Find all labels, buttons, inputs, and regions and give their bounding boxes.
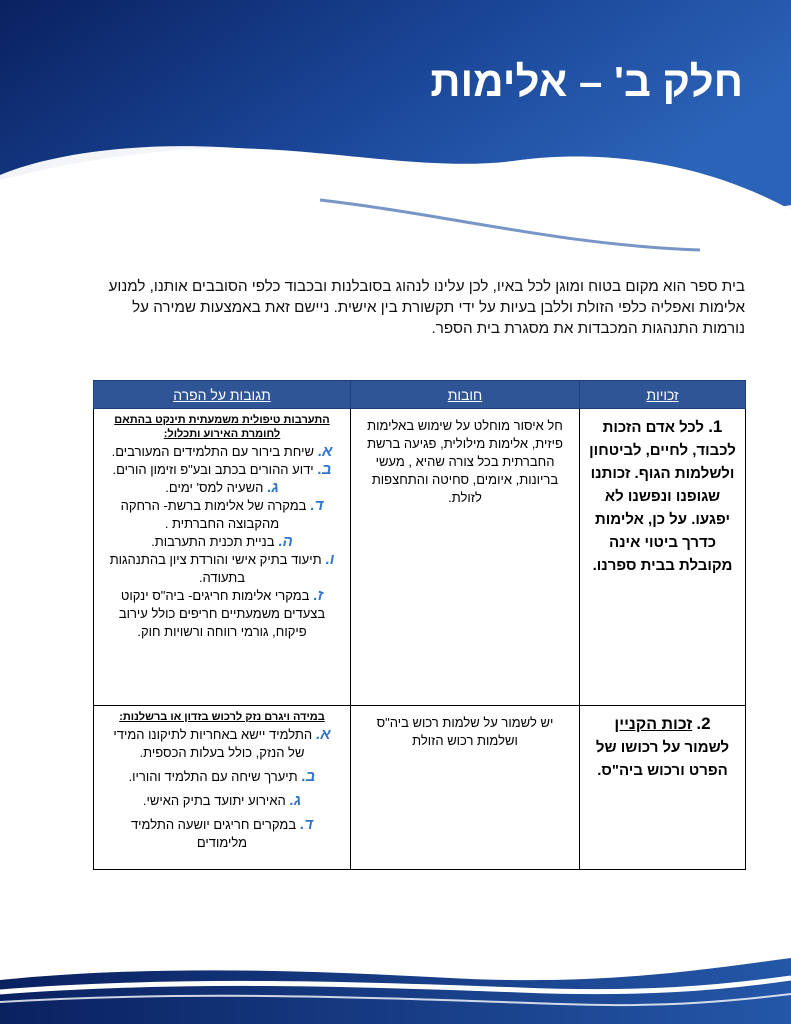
header-responses: תגובות על הפרה bbox=[94, 381, 351, 409]
table-row bbox=[94, 706, 746, 870]
list-item bbox=[108, 551, 336, 587]
header-rights: זכויות bbox=[580, 381, 746, 409]
list-item bbox=[108, 497, 336, 533]
response-heading: התערבות טיפולית משמעתית תינקט בהתאם לחומרת האירוע ותכלול: bbox=[114, 414, 330, 440]
intro-paragraph: בית ספר הוא מקום בטוח ומוגן לכל באיו, לכן עלינו לנהוג בסובלנות ובכבוד כלפי הסובבים אותנו, למנוע אלימות ואפליה כלפי הזולת וללבן בעיות על ידי תקשורת בין אישית. ניישם זאת באמצעות שמירה על נורמות התנהגות המכבדות את מסגרת בית הספר. bbox=[108, 278, 745, 337]
list-item bbox=[108, 587, 336, 641]
list-marker: ז. bbox=[313, 587, 324, 604]
list-item bbox=[108, 461, 336, 479]
header-banner bbox=[0, 0, 791, 260]
list-marker: ו. bbox=[325, 551, 335, 568]
list-item-text: תיערך שיחה עם התלמיד והוריו. bbox=[128, 769, 298, 784]
list-item bbox=[108, 816, 336, 852]
list-item-text: שיחת בירור עם התלמידים המעורבים. bbox=[111, 444, 314, 459]
list-marker: ד. bbox=[300, 816, 314, 833]
list-item-text: בניית תכנית התערבות. bbox=[151, 534, 275, 549]
duty-cell: יש לשמור על שלמות רכוש ביה"ס ושלמות רכוש הזולת bbox=[351, 706, 580, 870]
list-marker: ב. bbox=[317, 461, 332, 478]
list-item-text: במקרים חריגים יושעה התלמיד מלימודים bbox=[130, 817, 297, 850]
right-name: זכות הקניין bbox=[614, 716, 693, 733]
response-cell bbox=[94, 409, 351, 706]
list-item-text: ידוע ההורים בכתב ובע"פ וזימון הורים. bbox=[112, 462, 314, 477]
list-item-text: האירוע יתועד בתיק האישי. bbox=[142, 793, 286, 808]
list-item-text: תיעוד בתיק אישי והורדת ציון בהתנהגות בתעודה. bbox=[109, 552, 322, 585]
list-item-text: במקרי אלימות חריגים- ביה"ס ינקוט בצעדים משמעתיים חריפים כולל עירוב פיקוח, גורמי רווחה ורשויות חוק. bbox=[118, 588, 326, 639]
right-cell bbox=[580, 706, 746, 870]
list-item bbox=[108, 768, 336, 786]
list-marker: ד. bbox=[310, 497, 324, 514]
footer-wave bbox=[0, 940, 791, 1024]
response-cell bbox=[94, 706, 351, 870]
list-marker: ג. bbox=[289, 792, 302, 809]
rights-table bbox=[93, 380, 746, 870]
table-header-row bbox=[94, 381, 746, 409]
list-marker: א. bbox=[317, 443, 333, 460]
right-text: לכל אדם הזכות לכבוד, לחיים, לביטחון ולשלמות הגוף. זכותנו שגופנו ונפשנו לא יפגעו. על כן, אלימות כדרך ביטוי אינה מקובלת בבית ספרנו. bbox=[589, 419, 736, 574]
list-marker: א. bbox=[316, 726, 331, 743]
list-item bbox=[108, 792, 336, 810]
list-marker: ג. bbox=[267, 479, 279, 496]
response-heading: במידה ויגרם נזק לרכוש בזדון או ברשלנות: bbox=[119, 711, 325, 723]
list-item-text: השעיה למס' ימים. bbox=[165, 480, 264, 495]
list-item bbox=[108, 443, 336, 461]
header-duties: חובות bbox=[351, 381, 580, 409]
list-item-text: במקרה של אלימות ברשת- הרחקה מהקבוצה החברתית . bbox=[120, 498, 307, 531]
table-row bbox=[94, 409, 746, 706]
duty-cell: חל איסור מוחלט על שימוש באלימות פיזית, אלימות מילולית, פגיעה ברשת החברתית בכל צורה שהיא , מעשי בריונות, איומים, סחיטה והתחצפות לזולת. bbox=[351, 409, 580, 706]
right-cell bbox=[580, 409, 746, 706]
right-number: 2. bbox=[696, 714, 711, 733]
page-title: חלק ב' – אלימות bbox=[430, 58, 743, 105]
list-item bbox=[108, 533, 336, 551]
list-marker: ה. bbox=[278, 533, 293, 550]
list-item bbox=[108, 726, 336, 762]
list-marker: ב. bbox=[301, 768, 316, 785]
right-number: 1. bbox=[708, 417, 723, 436]
list-item-text: התלמיד יישא באחריות לתיקונו המידי של הנזק, כולל בעלות הכספית. bbox=[113, 727, 313, 760]
right-text: לשמור על רכושו של הפרט ורכוש ביה"ס. bbox=[595, 739, 730, 779]
list-item bbox=[108, 479, 336, 497]
